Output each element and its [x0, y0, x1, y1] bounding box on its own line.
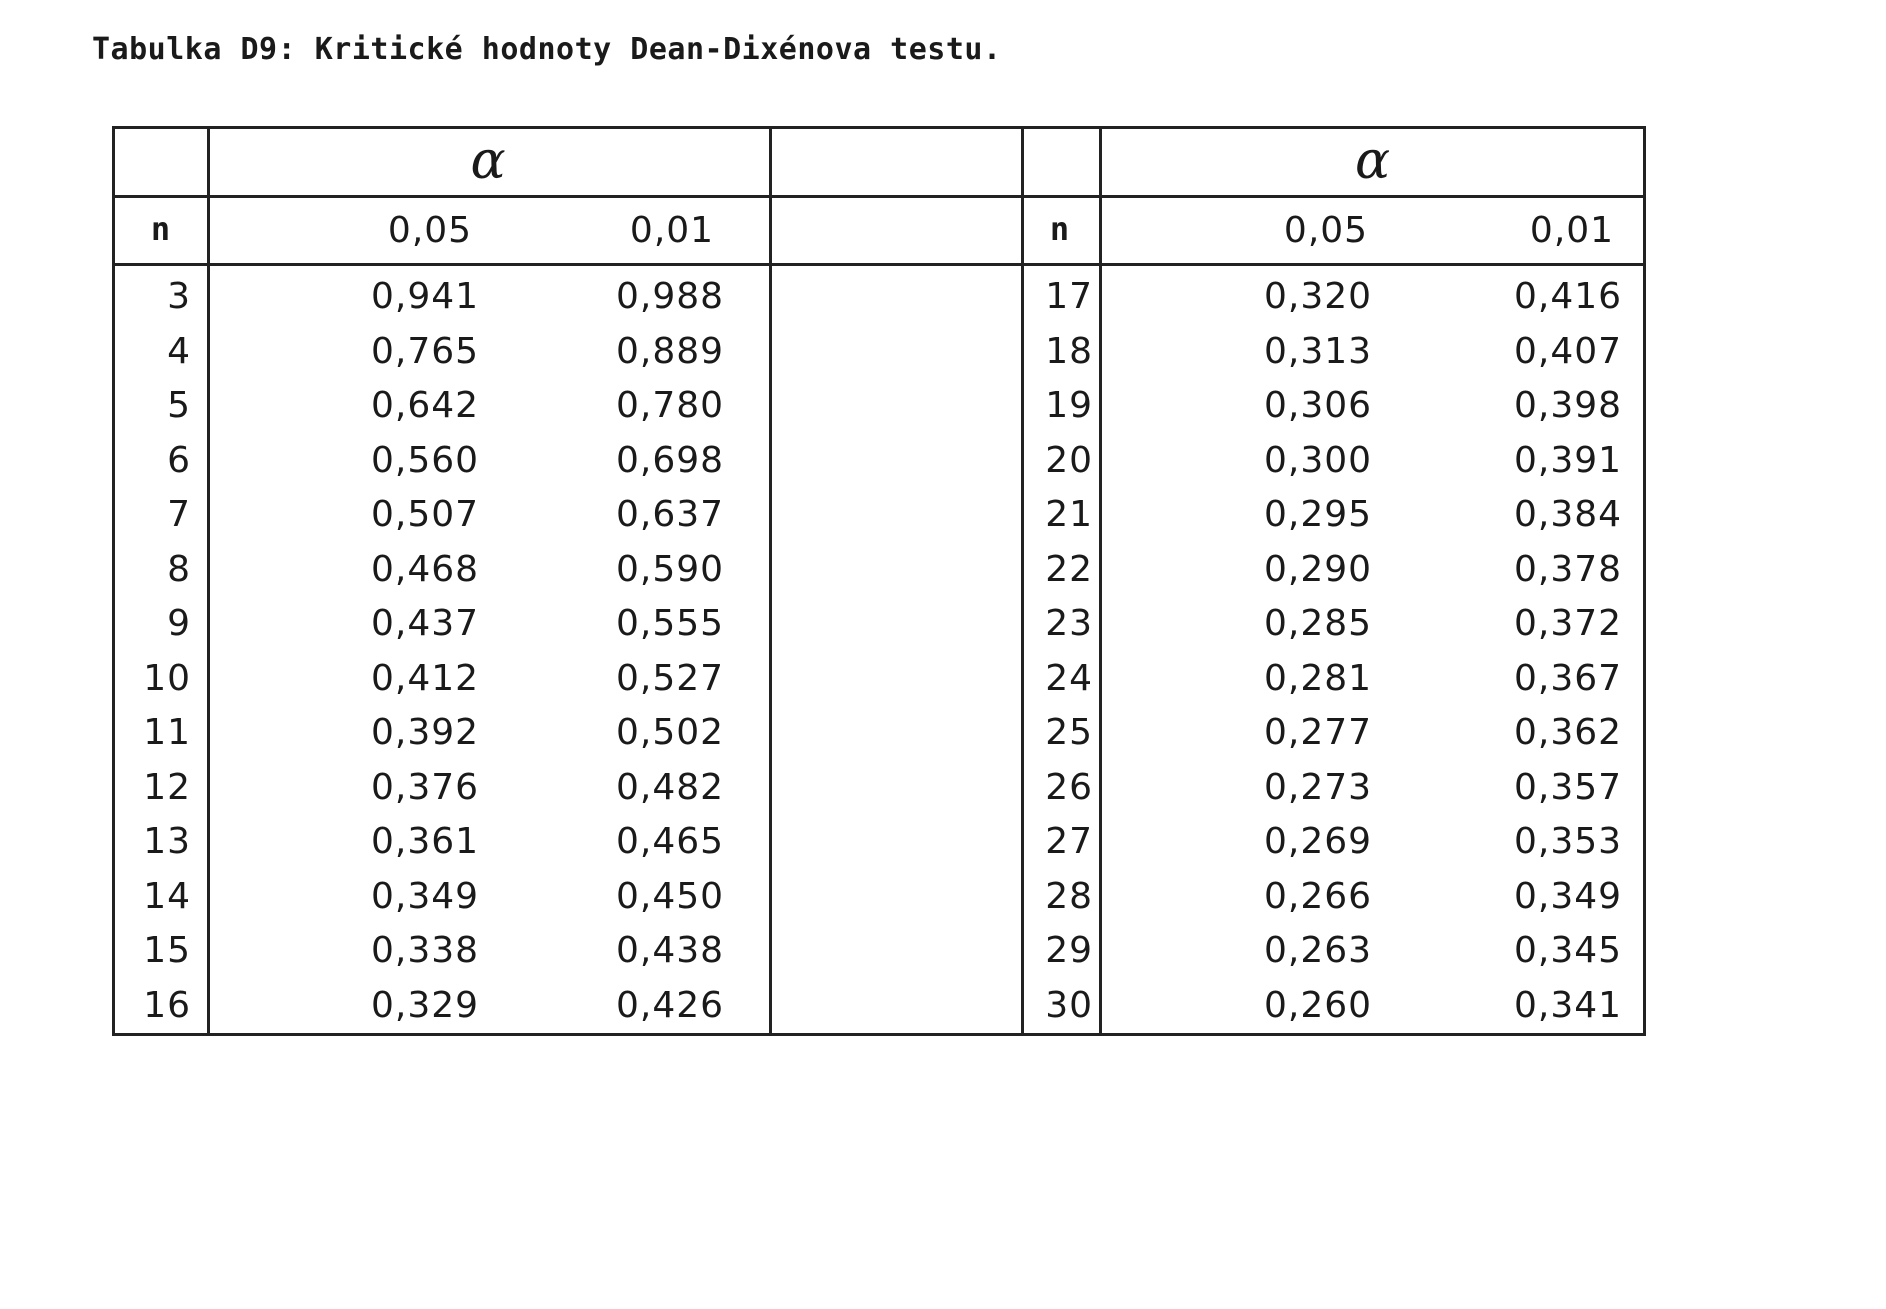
table-cell-alpha-005: 0,295: [1263, 494, 1373, 535]
table-cell-alpha-001: 0,357: [1513, 766, 1623, 808]
table-row-n: 16: [143, 984, 191, 1026]
table-cell-alpha-001: 0,416: [1513, 276, 1623, 317]
table-row-n: 4: [167, 330, 191, 372]
table-cell-alpha-005: 0,266: [1263, 875, 1373, 917]
table-cell-alpha-005: 0,285: [1263, 603, 1373, 644]
n-header-left: n: [150, 210, 172, 248]
table-cell-alpha-005: 0,765: [370, 330, 480, 372]
table-row-n: 13: [143, 821, 191, 862]
table-cell-alpha-001: 0,590: [615, 548, 725, 590]
table-cell-alpha-005: 0,329: [370, 984, 480, 1026]
table-cell-alpha-005: 0,290: [1263, 548, 1373, 590]
table-cell-alpha-001: 0,889: [615, 330, 725, 372]
table-row-n: 25: [1045, 712, 1093, 753]
alpha-header-divider: [115, 195, 1643, 198]
table-cell-alpha-001: 0,527: [615, 657, 725, 699]
table-cell-alpha-005: 0,468: [370, 548, 480, 590]
table-row-n: 3: [167, 276, 191, 317]
table-cell-alpha-001: 0,407: [1513, 330, 1623, 372]
table-row-n: 7: [167, 494, 191, 535]
alpha-symbol-right: α: [1354, 131, 1391, 191]
table-row-n: 10: [143, 657, 191, 699]
table-cell-alpha-005: 0,349: [370, 875, 480, 917]
table-row-n: 28: [1045, 875, 1093, 917]
table-cell-alpha-001: 0,384: [1513, 494, 1623, 535]
table-cell-alpha-001: 0,438: [615, 930, 725, 971]
table-cell-alpha-005: 0,269: [1263, 821, 1373, 862]
table-row-n: 15: [143, 930, 191, 971]
table-cell-alpha-001: 0,362: [1513, 712, 1623, 753]
table-row-n: 30: [1045, 984, 1093, 1026]
table-cell-alpha-005: 0,263: [1263, 930, 1373, 971]
critical-values-table: [112, 126, 1646, 1036]
alpha-symbol-left: α: [470, 131, 506, 191]
table-row-n: 20: [1045, 439, 1093, 481]
table-cell-alpha-001: 0,450: [615, 875, 725, 917]
table-cell-alpha-005: 0,300: [1263, 439, 1373, 481]
table-caption: Tabulka D9: Kritické hodnoty Dean-Dixénova testu.: [92, 32, 1002, 67]
table-cell-alpha-005: 0,338: [370, 930, 480, 971]
table-cell-alpha-001: 0,349: [1513, 875, 1623, 917]
table-cell-alpha-005: 0,437: [370, 603, 480, 644]
table-row-n: 27: [1045, 821, 1093, 862]
table-cell-alpha-001: 0,698: [615, 439, 725, 481]
column-header-divider: [115, 263, 1643, 266]
table-cell-alpha-005: 0,941: [370, 276, 480, 317]
table-row-n: 11: [143, 712, 191, 753]
table-row-n: 29: [1045, 930, 1093, 971]
table-cell-alpha-005: 0,306: [1263, 385, 1373, 426]
table-cell-alpha-001: 0,367: [1513, 657, 1623, 699]
table-cell-alpha-005: 0,507: [370, 494, 480, 535]
table-cell-alpha-005: 0,361: [370, 821, 480, 862]
table-cell-alpha-001: 0,780: [615, 385, 725, 426]
n-header-right: n: [1049, 210, 1071, 248]
table-cell-alpha-001: 0,426: [615, 984, 725, 1026]
table-cell-alpha-001: 0,555: [615, 603, 725, 644]
alpha-005-header-left: 0,05: [387, 210, 473, 251]
alpha-001-header-right: 0,01: [1529, 210, 1615, 251]
table-row-n: 8: [167, 548, 191, 590]
table-cell-alpha-005: 0,376: [370, 766, 480, 808]
table-cell-alpha-001: 0,353: [1513, 821, 1623, 862]
table-cell-alpha-001: 0,637: [615, 494, 725, 535]
table-row-n: 14: [143, 875, 191, 917]
table-row-n: 22: [1045, 548, 1093, 590]
table-cell-alpha-001: 0,341: [1513, 984, 1623, 1026]
table-row-n: 19: [1045, 385, 1093, 426]
table-cell-alpha-001: 0,398: [1513, 385, 1623, 426]
table-row-n: 21: [1045, 494, 1093, 535]
table-cell-alpha-001: 0,465: [615, 821, 725, 862]
table-cell-alpha-005: 0,277: [1263, 712, 1373, 753]
table-cell-alpha-005: 0,273: [1263, 766, 1373, 808]
table-row-n: 5: [167, 385, 191, 426]
table-cell-alpha-001: 0,345: [1513, 930, 1623, 971]
table-row-n: 9: [167, 603, 191, 644]
table-row-n: 6: [167, 439, 191, 481]
table-cell-alpha-005: 0,260: [1263, 984, 1373, 1026]
table-cell-alpha-005: 0,560: [370, 439, 480, 481]
table-row-n: 18: [1045, 330, 1093, 372]
table-row-n: 23: [1045, 603, 1093, 644]
table-row-n: 26: [1045, 766, 1093, 808]
table-cell-alpha-001: 0,391: [1513, 439, 1623, 481]
alpha-005-header-right: 0,05: [1283, 210, 1369, 251]
table-row-n: 17: [1045, 276, 1093, 317]
table-cell-alpha-001: 0,378: [1513, 548, 1623, 590]
table-cell-alpha-001: 0,482: [615, 766, 725, 808]
table-cell-alpha-005: 0,412: [370, 657, 480, 699]
table-cell-alpha-005: 0,313: [1263, 330, 1373, 372]
alpha-001-header-left: 0,01: [629, 210, 715, 251]
table-cell-alpha-005: 0,392: [370, 712, 480, 753]
table-cell-alpha-001: 0,372: [1513, 603, 1623, 644]
table-cell-alpha-005: 0,642: [370, 385, 480, 426]
table-cell-alpha-005: 0,320: [1263, 276, 1373, 317]
table-cell-alpha-001: 0,988: [615, 276, 725, 317]
table-cell-alpha-005: 0,281: [1263, 657, 1373, 699]
table-row-n: 24: [1045, 657, 1093, 699]
table-cell-alpha-001: 0,502: [615, 712, 725, 753]
table-row-n: 12: [143, 766, 191, 808]
